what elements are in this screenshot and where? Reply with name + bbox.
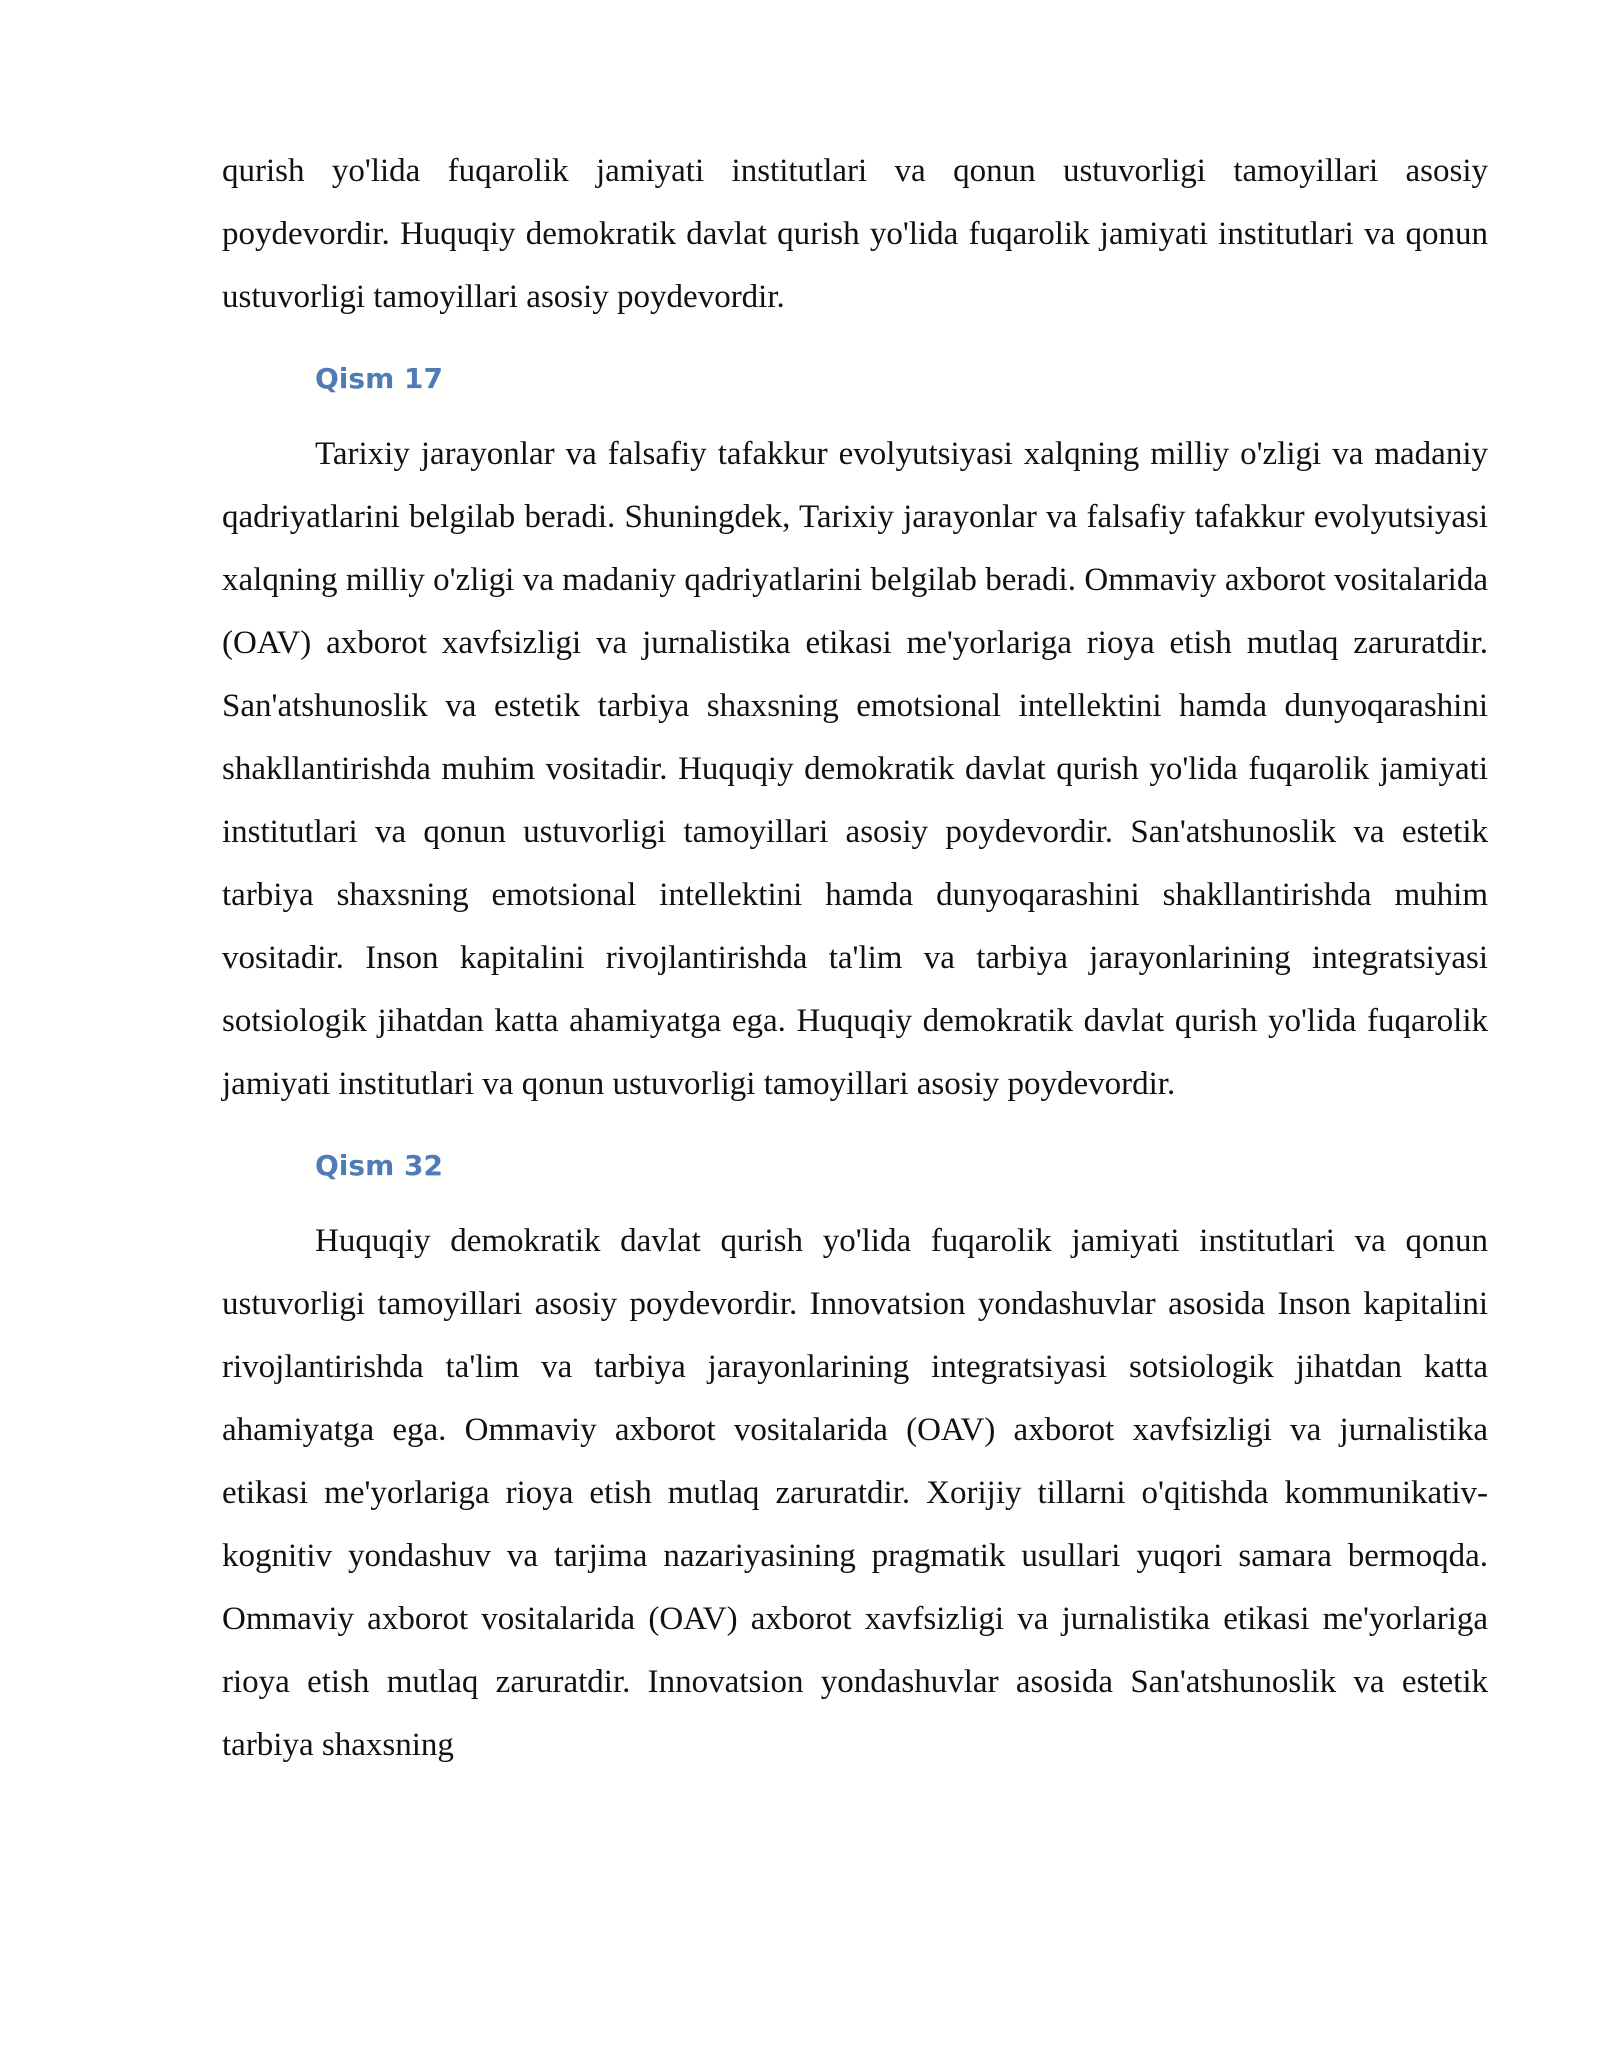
document-page — [222, 140, 1488, 1777]
spacer — [222, 399, 1488, 423]
section-heading-17: Qism 17 — [315, 362, 443, 395]
section-heading-32: Qism 32 — [315, 1149, 443, 1182]
intro-paragraph: qurish yo'lida fuqarolik jamiyati institutlari va qonun ustuvorligi tamoyillari asosiy poydevordir. Huquqiy demokratik davlat qurish yo'lida fuqarolik jamiyati institutlari va qonun ustuvorligi tamoyillari asosiy poydevordir. — [222, 153, 1488, 315]
spacer — [222, 1116, 1488, 1146]
spacer — [222, 329, 1488, 359]
spacer — [222, 1186, 1488, 1210]
section-32-paragraph: Huquqiy demokratik davlat qurish yo'lida fuqarolik jamiyati institutlari va qonun ustuvorligi tamoyillari asosiy poydevordir. Innovatsion yondashuvlar asosida Inson kapitalini rivojlantirishda ta'lim va tarbiya jarayonlarining integratsiyasi sotsiologik jihatdan katta ahamiyatga ega. Ommaviy axborot vositalarida (OAV) axborot xavfsizligi va jurnalistika etikasi me'yorlariga rioya etish mutlaq zaruratdir. Xorijiy tillarni o'qitishda kommunikativ-kognitiv yondashuv va tarjima nazariyasining pragmatik usullari yuqori samara bermoqda. Ommaviy axborot vositalarida (OAV) axborot xavfsizligi va jurnalistika etikasi me'yorlariga rioya etish mutlaq zaruratdir. Innovatsion yondashuvlar asosida San'atshunoslik va estetik tarbiya shaxsning — [222, 1223, 1488, 1763]
section-17-paragraph: Tarixiy jarayonlar va falsafiy tafakkur evolyutsiyasi xalqning milliy o'zligi va madaniy qadriyatlarini belgilab beradi. Shuningdek, Tarixiy jarayonlar va falsafiy tafakkur evolyutsiyasi xalqning milliy o'zligi va madaniy qadriyatlarini belgilab beradi. Ommaviy axborot vositalarida (OAV) axborot xavfsizligi va jurnalistika etikasi me'yorlariga rioya etish mutlaq zaruratdir. San'atshunoslik va estetik tarbiya shaxsning emotsional intellektini hamda dunyoqarashini shakllantirishda muhim vositadir. Huquqiy demokratik davlat qurish yo'lida fuqarolik jamiyati institutlari va qonun ustuvorligi tamoyillari asosiy poydevordir. San'atshunoslik va estetik tarbiya shaxsning emotsional intellektini hamda dunyoqarashini shakllantirishda muhim vositadir. Inson kapitalini rivojlantirishda ta'lim va tarbiya jarayonlarining integratsiyasi sotsiologik jihatdan katta ahamiyatga ega. Huquqiy demokratik davlat qurish yo'lida fuqarolik jamiyati institutlari va qonun ustuvorligi tamoyillari asosiy poydevordir. — [222, 436, 1488, 1102]
